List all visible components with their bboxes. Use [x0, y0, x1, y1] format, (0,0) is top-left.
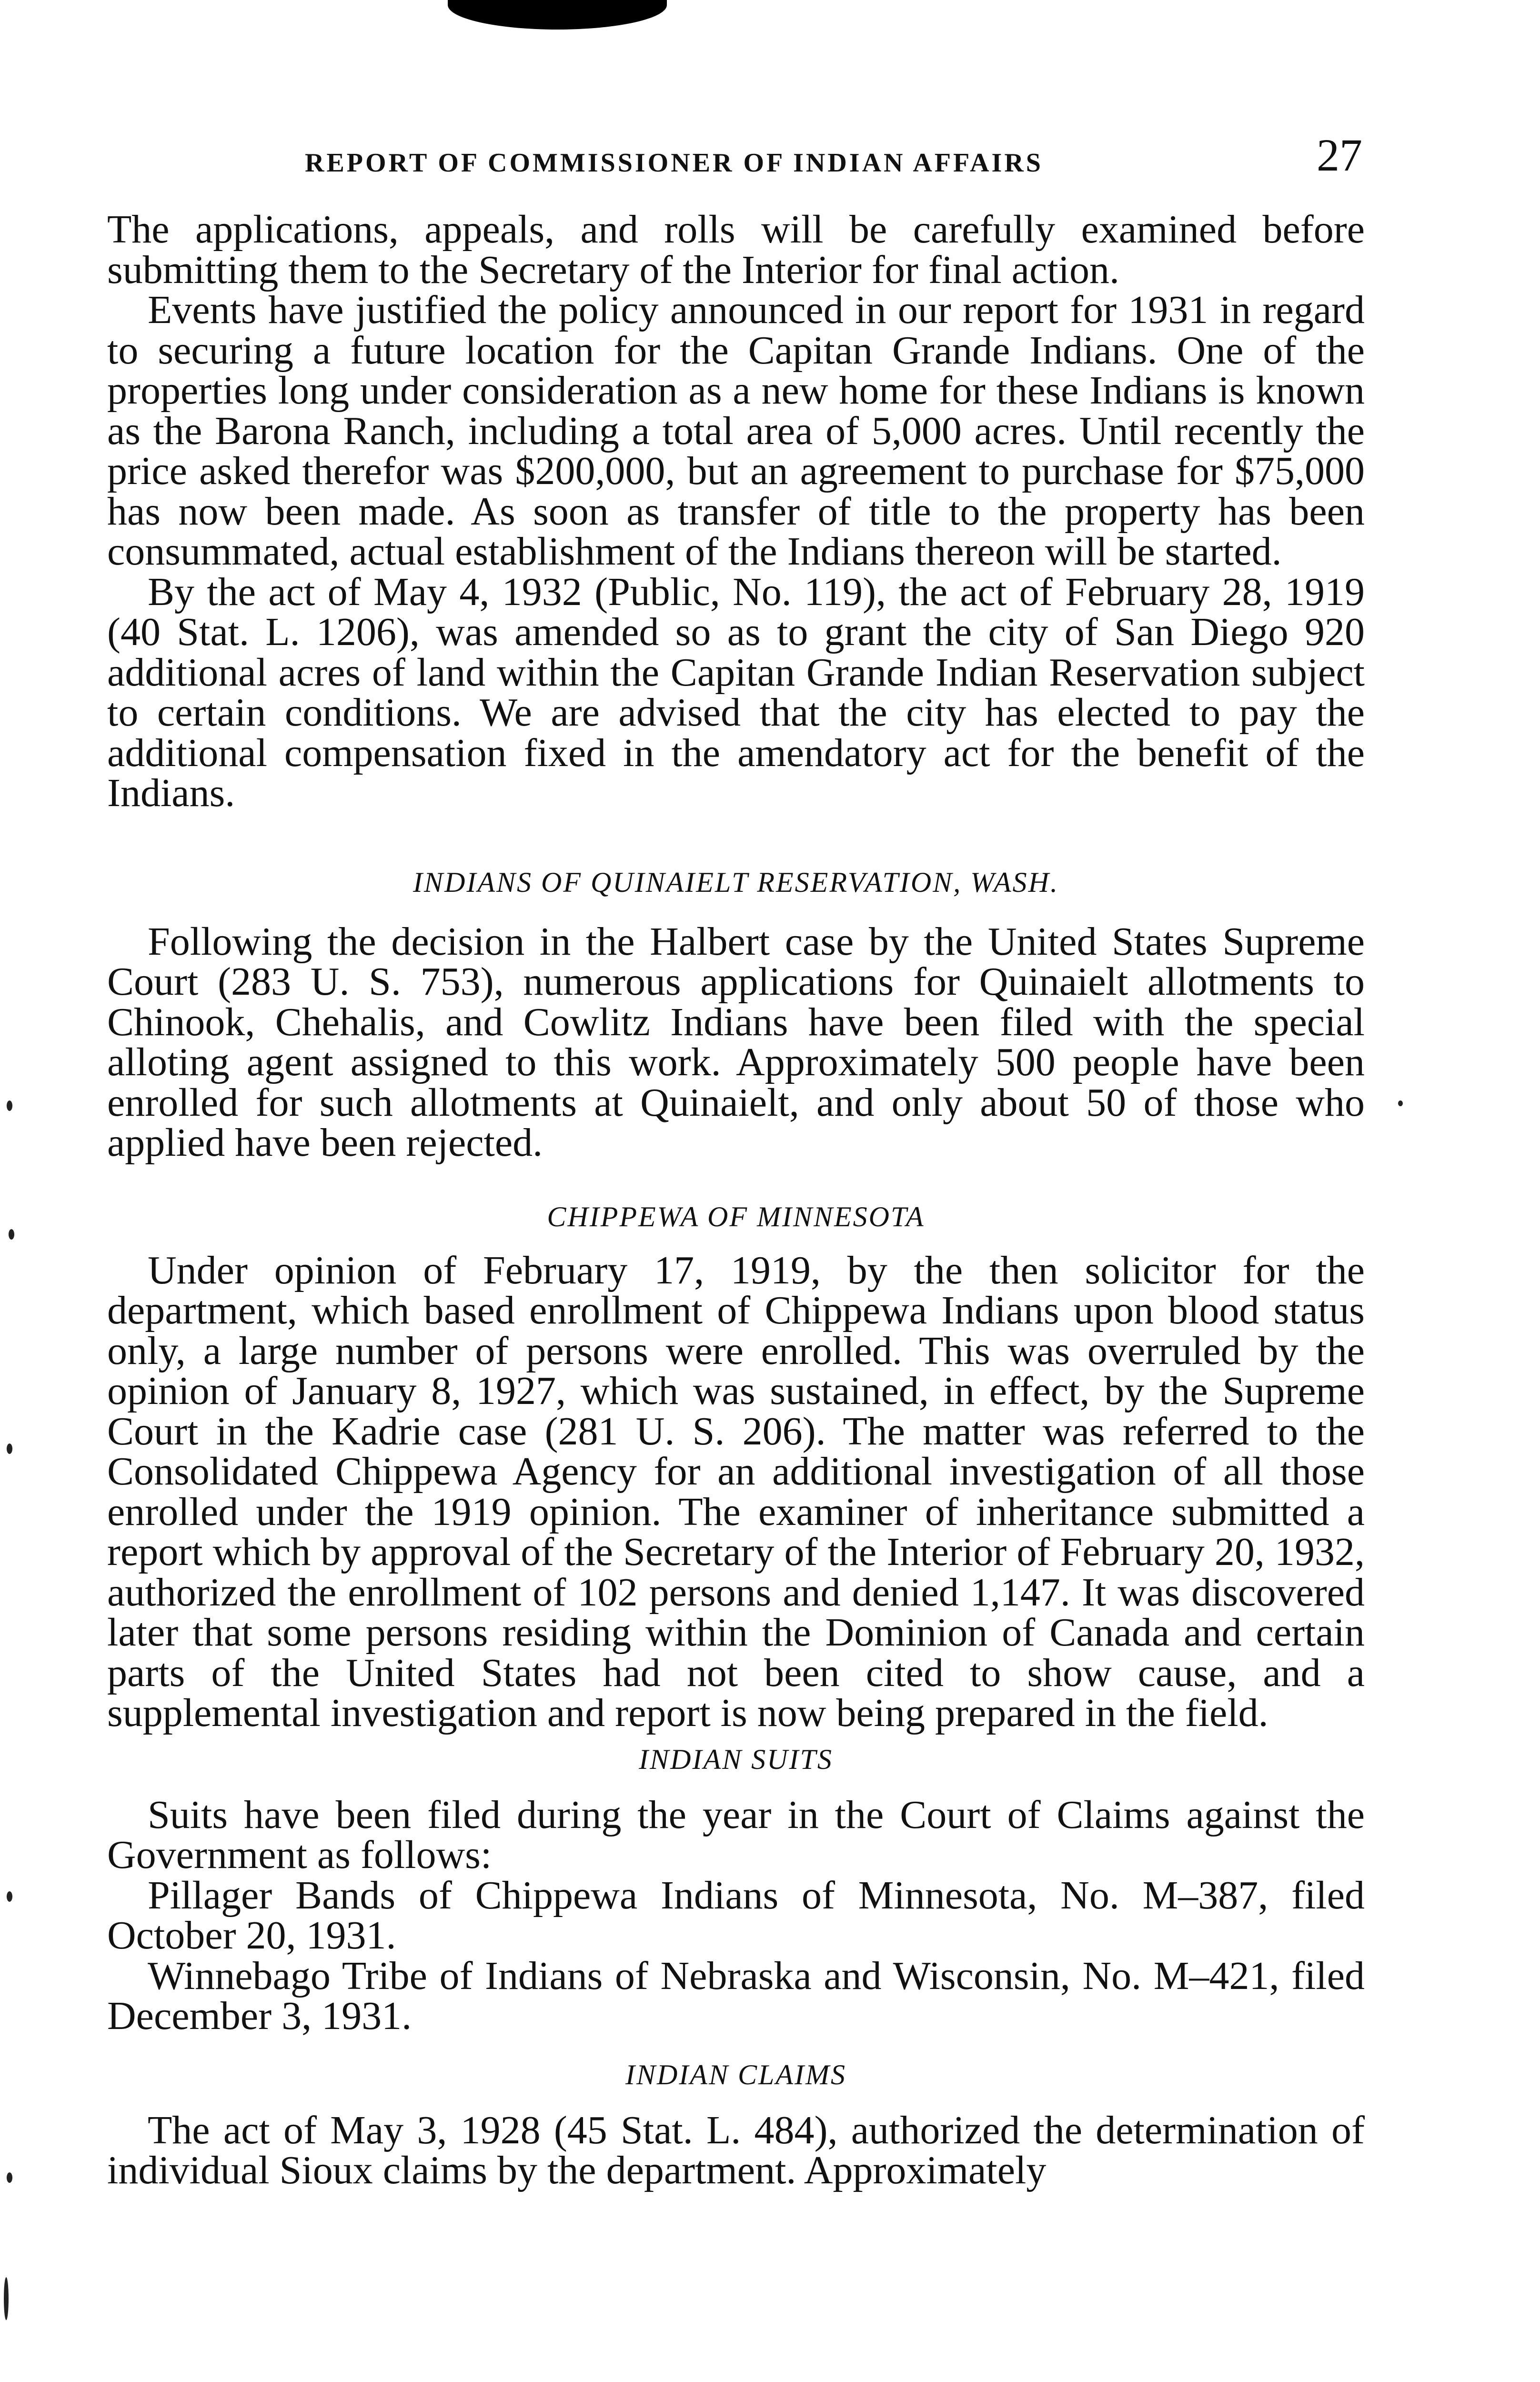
margin-mark [9, 1229, 14, 1240]
section-heading: INDIANS OF QUINAIELT RESERVATION, WASH. [413, 866, 1059, 898]
margin-mark [7, 1443, 12, 1454]
running-head: REPORT OF COMMISSIONER OF INDIAN AFFAIRS [305, 148, 1043, 178]
paragraph: The applications, appeals, and rolls will be carefully examined before submitting them to the Secretary of the Interior for final action. [107, 207, 1365, 292]
margin-mark [7, 1891, 12, 1902]
binding-shadow [448, 0, 667, 30]
paragraph: Under opinion of February 17, 1919, by the then solicitor for the department, which based enrollment of Chippewa Indians upon blood status only, a large number of persons were enrolled. This was overruled by the opinion of January 8, 1927, which was sustained, in effect, by the Supreme Court in the Kadrie case (281 U. S. 206). The matter was referred to the Consolidated Chippewa Agency for an additional investigation of all those enrolled under the 1919 opinion. The examiner of inheritance submitted a report which by approval of the Secretary of the Interior of February 20, 1932, authorized the enrollment of 102 persons and denied 1,147. It was discovered later that some persons residing within the Dominion of Canada and certain parts of the United States had not been cited to show cause, and a supplemental investigation and report is now being prepared in the field. [107, 1248, 1365, 1735]
margin-mark [7, 2172, 12, 2183]
section-heading: INDIAN CLAIMS [625, 2059, 846, 2090]
body-text [107, 207, 1365, 2192]
paragraph: Following the decision in the Halbert case by the United States Supreme Court (283 U. S. 753), numerous applications for Quinaielt allotments to Chinook, Chehalis, and Cowlitz Indians have been filed with the special alloting agent assigned to this work. Approximately 500 people have been enrolled for such allotments at Quinaielt, and only about 50 of those who applied have been rejected. [107, 919, 1365, 1165]
paragraph: By the act of May 4, 1932 (Public, No. 119), the act of February 28, 1919 (40 Stat. L. 1206), was amended so as to grant the city of San Diego 920 additional acres of land within the Capitan Grande Indian Reservation subject to certain conditions. We are advised that the city has elected to pay the additional compensation fixed in the amendatory act for the benefit of the Indians. [107, 569, 1365, 815]
page-number: 27 [1317, 130, 1362, 181]
paragraph: Pillager Bands of Chippewa Indians of Minnesota, No. M–387, filed October 20, 1931. [107, 1873, 1365, 1958]
paragraph: The act of May 3, 1928 (45 Stat. L. 484), authorized the determination of individual Sioux claims by the department. Approximately [107, 2108, 1365, 2192]
paragraph: Suits have been filed during the year in the Court of Claims against the Government as follows: [107, 1792, 1365, 1877]
margin-mark [4, 2277, 9, 2320]
margin-mark [1398, 1100, 1403, 1106]
margin-mark [7, 1100, 12, 1111]
paragraph: Winnebago Tribe of Indians of Nebraska and Wisconsin, No. M–421, filed December 3, 1931. [107, 1953, 1365, 2038]
paragraph: Events have justified the policy announced in our report for 1931 in regard to securing a future location for the Capitan Grande Indians. One of the properties long under consideration as a new home for these Indians is known as the Barona Ranch, including a total area of 5,000 acres. Until recently the price asked therefor was $200,000, but an agreement to purchase for $75,000 has now been made. As soon as transfer of title to the property has been consummated, actual establishment of the Indians thereon will be started. [107, 288, 1365, 574]
page-header [110, 124, 1362, 181]
section-heading: INDIAN SUITS [639, 1743, 833, 1775]
section-heading: CHIPPEWA OF MINNESOTA [547, 1201, 925, 1232]
